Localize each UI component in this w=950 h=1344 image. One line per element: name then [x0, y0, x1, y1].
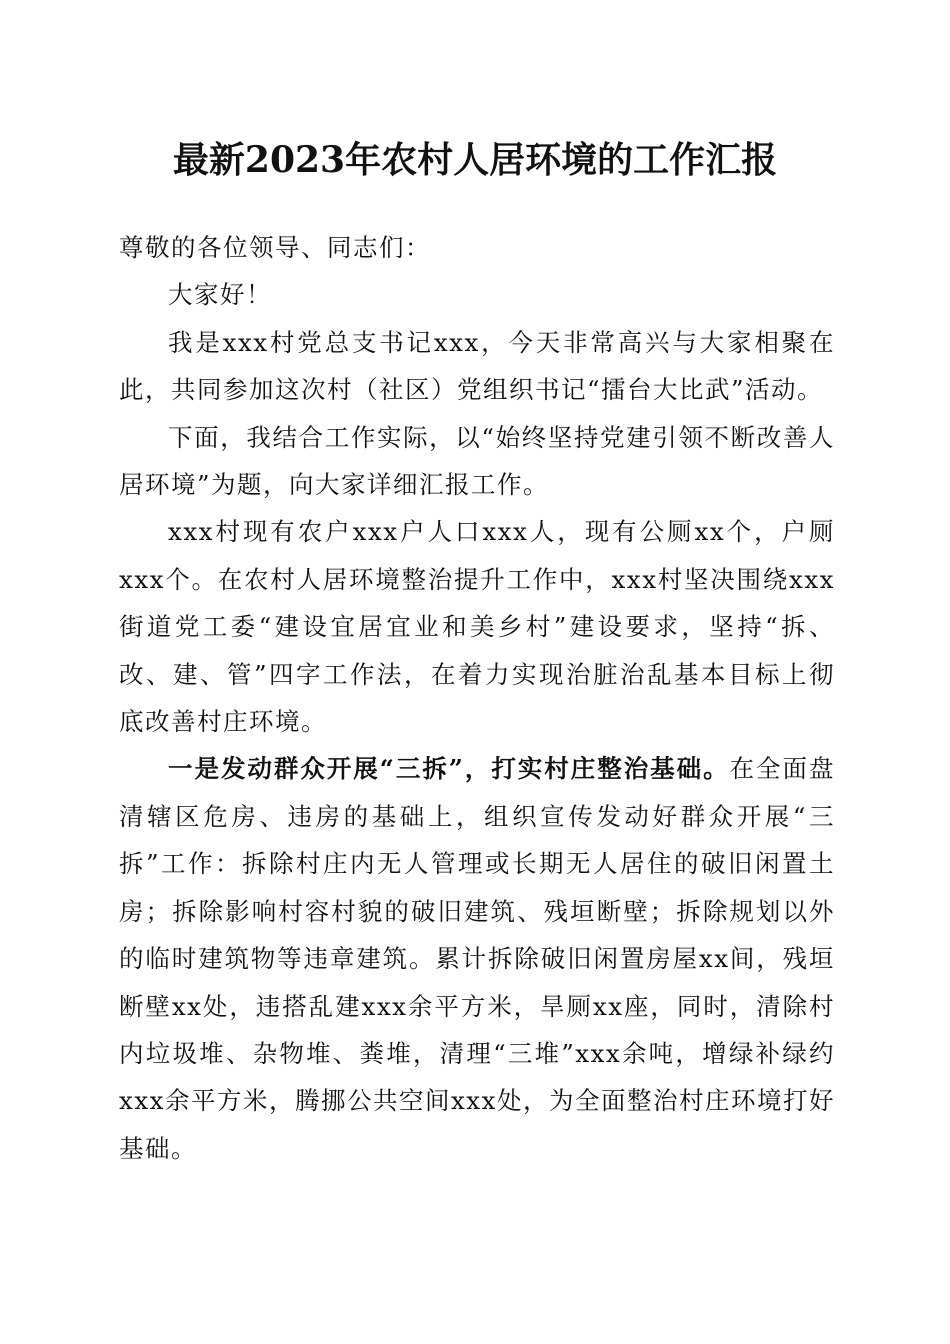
paragraph-topic: 下面，我结合工作实际，以“始终坚持党建引领不断改善人居环境”为题，向大家详细汇报工作。 — [119, 422, 835, 500]
greeting: 大家好！ — [168, 280, 272, 310]
salutation: 尊敬的各位领导、同志们： — [119, 233, 431, 262]
section-1-lead: 一是发动群众开展“三拆”，打实村庄整治基础。 — [168, 754, 730, 784]
paragraph-section-1 — [119, 745, 835, 1172]
section-1-text: 在全面盘清辖区危房、违房的基础上，组织宣传发动好群众开展“三拆”工作：拆除村庄内无人管理或长期无人居住的破旧闲置土房；拆除影响村容村貌的破旧建筑、残垣断壁；拆除规划以外的临时建筑物等违章建筑。累计拆除破旧闲置房屋xx间，残垣断壁xx处，违搭乱建xxx余平方米，旱厕xx座，同时，清除村内垃圾堆、杂物堆、粪堆，清理“三堆”xxx余吨，增绿补绿约xxx余平方米，腾挪公共空间xxx处，为全面整治村庄环境打好基础。 — [119, 754, 835, 1163]
document-body — [119, 224, 835, 1172]
paragraph-overview: xxx村现有农户xxx户人口xxx人，现有公厕xx个，户厕xxx个。在农村人居环境整治提升工作中，xxx村坚决围绕xxx街道党工委“建设宜居宜业和美乡村”建设要求，坚持“拆、改、建、管”四字工作法，在着力实现治脏治乱基本目标上彻底改善村庄环境。 — [119, 517, 835, 737]
paragraph-intro: 我是xxx村党总支书记xxx，今天非常高兴与大家相聚在此，共同参加这次村（社区）党组织书记“擂台大比武”活动。 — [119, 327, 835, 405]
document-title: 最新2023年农村人居环境的工作汇报 — [172, 139, 778, 181]
